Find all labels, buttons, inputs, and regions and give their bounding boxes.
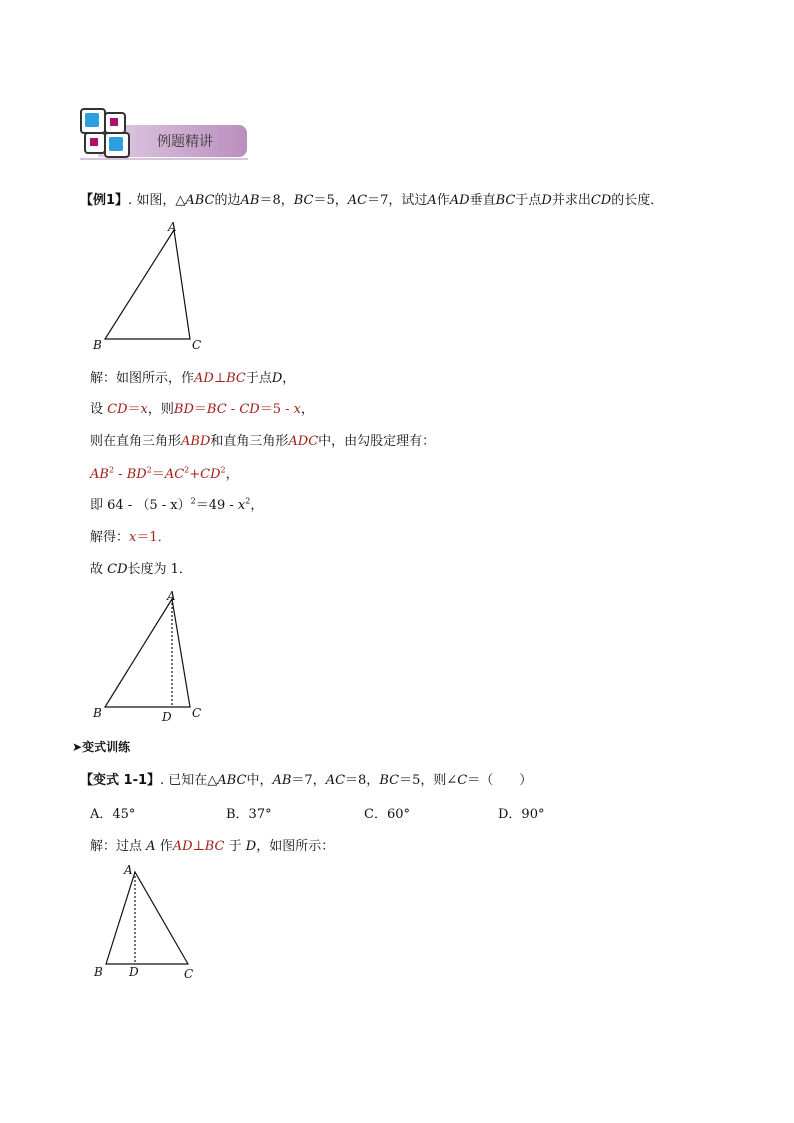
var: BC (204, 839, 225, 854)
text: ， (225, 467, 239, 482)
text: ＝ (193, 402, 207, 417)
exponent: 2 (146, 465, 152, 475)
text: ＝5，则∠ (399, 773, 458, 788)
text: 作 (159, 839, 173, 854)
var: BC (293, 193, 314, 208)
text: 中， (246, 773, 273, 788)
triangle-abc (105, 599, 190, 707)
variant-section-heading (72, 738, 130, 755)
var: C (457, 773, 468, 788)
text: 已知在△ (168, 773, 218, 788)
text: ， (300, 402, 314, 417)
text: ， (282, 371, 296, 386)
var: A (427, 193, 437, 208)
solution1-line7 (90, 558, 192, 577)
example-tag: 【例1】 (80, 193, 129, 208)
var: AB (272, 773, 292, 788)
text: 解：过点 (90, 839, 143, 854)
text: ＝8， (345, 773, 380, 788)
perp-symbol: ⊥ (192, 839, 205, 854)
var: AB (90, 467, 109, 482)
label-c: C (192, 706, 202, 720)
text: 解：如图所示，作 (90, 371, 195, 386)
text: 设 (90, 402, 104, 417)
arrow-bullet-icon: ➤ (72, 740, 83, 754)
text: 中，由勾股定理有： (318, 434, 436, 449)
perp-symbol: ⊥ (213, 371, 227, 386)
var: AB (240, 193, 260, 208)
solution1-line5 (90, 494, 263, 513)
label-d: D (129, 965, 139, 979)
label-a: A (167, 589, 176, 603)
text: 故 (90, 562, 104, 577)
var: AD (172, 839, 193, 854)
variant-tag: 【变式 1-1】 (80, 773, 161, 788)
var: BC (379, 773, 400, 788)
var: x (129, 530, 137, 545)
text: 作 (436, 193, 450, 208)
icon-square-bl (84, 132, 106, 154)
label-b: B (94, 965, 103, 979)
var: D (271, 371, 283, 386)
var: AD (194, 371, 214, 386)
label-c: C (184, 967, 194, 981)
text: - (226, 402, 240, 417)
exponent: 2 (220, 465, 226, 475)
option-a[interactable]: A．45° (90, 807, 136, 822)
text: ， (250, 498, 264, 513)
var: ABC (217, 773, 247, 788)
triangle-abc (105, 230, 190, 339)
var: CD (107, 562, 128, 577)
text: ＝ (127, 402, 141, 417)
label-b: B (93, 338, 102, 352)
exponent: 2 (190, 496, 196, 506)
triangle-figure-2 (88, 585, 218, 725)
var: CD (107, 402, 128, 417)
solution1-line4 (90, 463, 239, 482)
label-d: D (162, 710, 172, 724)
label-a: A (168, 220, 177, 234)
exponent: 2 (184, 465, 190, 475)
text: ，则 (147, 402, 174, 417)
text: 并求出 (551, 193, 591, 208)
var: x (237, 498, 246, 513)
var: AC (325, 773, 346, 788)
variant-problem (80, 769, 532, 788)
var: AD (449, 193, 470, 208)
banner-underline (80, 158, 248, 160)
text: ＝ (151, 467, 165, 482)
var: ADC (288, 434, 319, 449)
var: CD (590, 193, 612, 208)
label-a: A (124, 863, 133, 877)
var: BC (206, 402, 227, 417)
var: BD (126, 467, 147, 482)
text: 于点 (245, 371, 272, 386)
triangle-abc (106, 872, 188, 964)
text: 和直角三角形 (210, 434, 289, 449)
text: 解得： (90, 530, 130, 545)
text: ＝7，试过 (367, 193, 428, 208)
exponent: 2 (108, 465, 115, 475)
var: AC (164, 467, 185, 482)
text: ＝（ ） (467, 773, 533, 788)
icon-square-br (104, 132, 130, 158)
solution1-line6 (90, 526, 171, 545)
icon-square-tl (80, 108, 106, 134)
text: 的边 (214, 193, 241, 208)
solution1-line2 (90, 398, 314, 417)
var: D (541, 193, 552, 208)
var: CD (200, 467, 221, 482)
option-c[interactable]: C．60° (364, 807, 410, 822)
text: 则在直角三角形 (90, 434, 182, 449)
label-c: C (192, 338, 202, 352)
text: 即 64 - （5 - x） (90, 498, 191, 513)
section-title: 变式训练 (82, 740, 131, 754)
var: BC (495, 193, 516, 208)
var: ABC (185, 193, 215, 208)
option-d[interactable]: D．90° (498, 807, 545, 822)
text: ＝5， (313, 193, 348, 208)
solution1-line3 (90, 430, 435, 449)
text: 长度为 1． (127, 562, 192, 577)
var: BD (173, 402, 194, 417)
text: 的长度． (611, 193, 664, 208)
option-b[interactable]: B．37° (226, 807, 272, 822)
text: 如图，△ (136, 193, 186, 208)
exponent: 2 (245, 496, 251, 506)
text: 于点 (515, 193, 542, 208)
example1-problem (80, 189, 663, 208)
punct: . (160, 773, 165, 788)
text: ，如图所示： (256, 839, 335, 854)
text: ＝7， (291, 773, 326, 788)
var: A (146, 839, 156, 854)
triangle-figure-3 (88, 860, 208, 990)
triangle-figure-1 (88, 218, 208, 356)
text: - (114, 467, 127, 482)
var: BC (226, 371, 246, 386)
text: ＝5 - (259, 402, 294, 417)
var: x (293, 402, 301, 417)
text: 于 (228, 839, 242, 854)
solution1-line1 (90, 367, 295, 386)
var: D (245, 839, 257, 854)
variant-solution (90, 835, 334, 854)
var: x (140, 402, 148, 417)
icon-square-tr (104, 112, 126, 134)
var: CD (239, 402, 260, 417)
text: ＝8， (259, 193, 294, 208)
var: ABD (181, 434, 211, 449)
text: 垂直 (469, 193, 496, 208)
text: ＝49 - (195, 498, 238, 513)
var: AC (347, 193, 368, 208)
text: + (189, 467, 201, 482)
banner-title: 例题精讲 (157, 134, 213, 150)
punct: . (128, 193, 133, 208)
text: ＝1． (136, 530, 171, 545)
label-b: B (93, 706, 102, 720)
